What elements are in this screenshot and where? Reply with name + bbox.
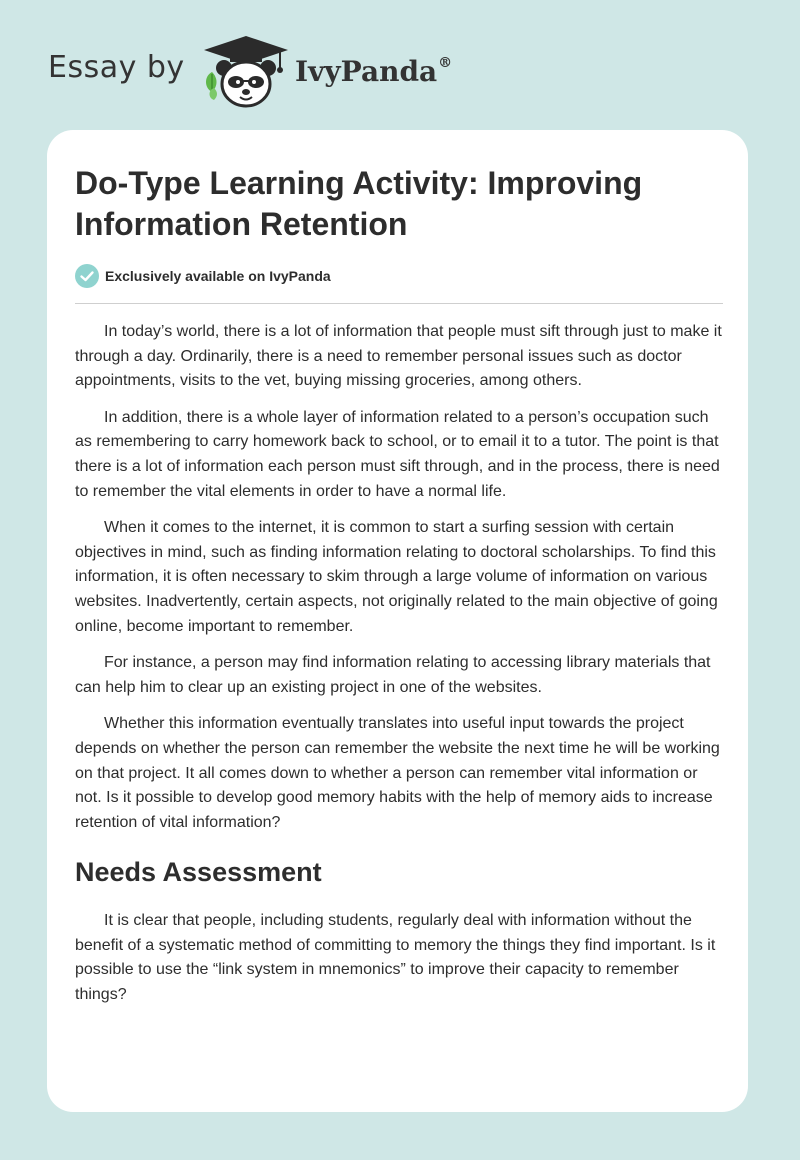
title-divider — [75, 303, 723, 304]
paragraph: When it comes to the internet, it is common to start a surfing session with certain objectives in mind, such as finding information relating to doctoral scholarships. To find this information, it is often necessary to skim through a large volume of information on various websites. Inadvertently, certain aspects, not originally related to the main objective of going online, become important to remember. — [75, 519, 718, 635]
page-title: Do-Type Learning Activity: Improving Information Retention — [75, 165, 643, 242]
paragraph: In addition, there is a whole layer of information related to a person’s occupation such as remembering to carry homework back to school, or to email it to a tutor. The point is that there is a lot of information each person must sift through, and in the process, there is need to remember the vital elements in order to have a normal life. — [75, 408, 720, 500]
paragraph: In today’s world, there is a lot of information that people must sift through just to make it through a day. Ordinarily, there is a need to remember personal issues such as doctor appointments, visits to the vet, buying missing groceries, among others. — [75, 323, 722, 390]
section-heading: Needs Assessment — [75, 857, 322, 888]
essay-card — [47, 130, 748, 1112]
brand-name[interactable]: IvyPanda® — [295, 55, 453, 88]
site-header — [0, 0, 800, 130]
essay-by-label: Essay by — [48, 50, 185, 85]
paragraph: It is clear that people, including students, regularly deal with information without the benefit of a systematic method of committing to memory the things they find important. Is it possible to use the “link system in mnemonics” to improve their capacity to remember things? — [75, 912, 716, 1004]
check-circle-icon — [75, 264, 99, 288]
paragraph: Whether this information eventually translates into useful input towards the project depends on whether the person can remember the website the next time he will be working on that project. It all comes down to whether a person can remember vital information or not. Is it possible to develop good memory habits with the help of memory aids to increase retention of vital information? — [75, 715, 720, 831]
panda-logo-icon[interactable] — [200, 34, 292, 110]
paragraph: For instance, a person may find information relating to accessing library materials that can help him to clear up an existing project in one of the websites. — [75, 654, 711, 696]
article-body — [75, 320, 725, 1020]
exclusive-badge-text: Exclusively available on IvyPanda — [105, 268, 331, 284]
